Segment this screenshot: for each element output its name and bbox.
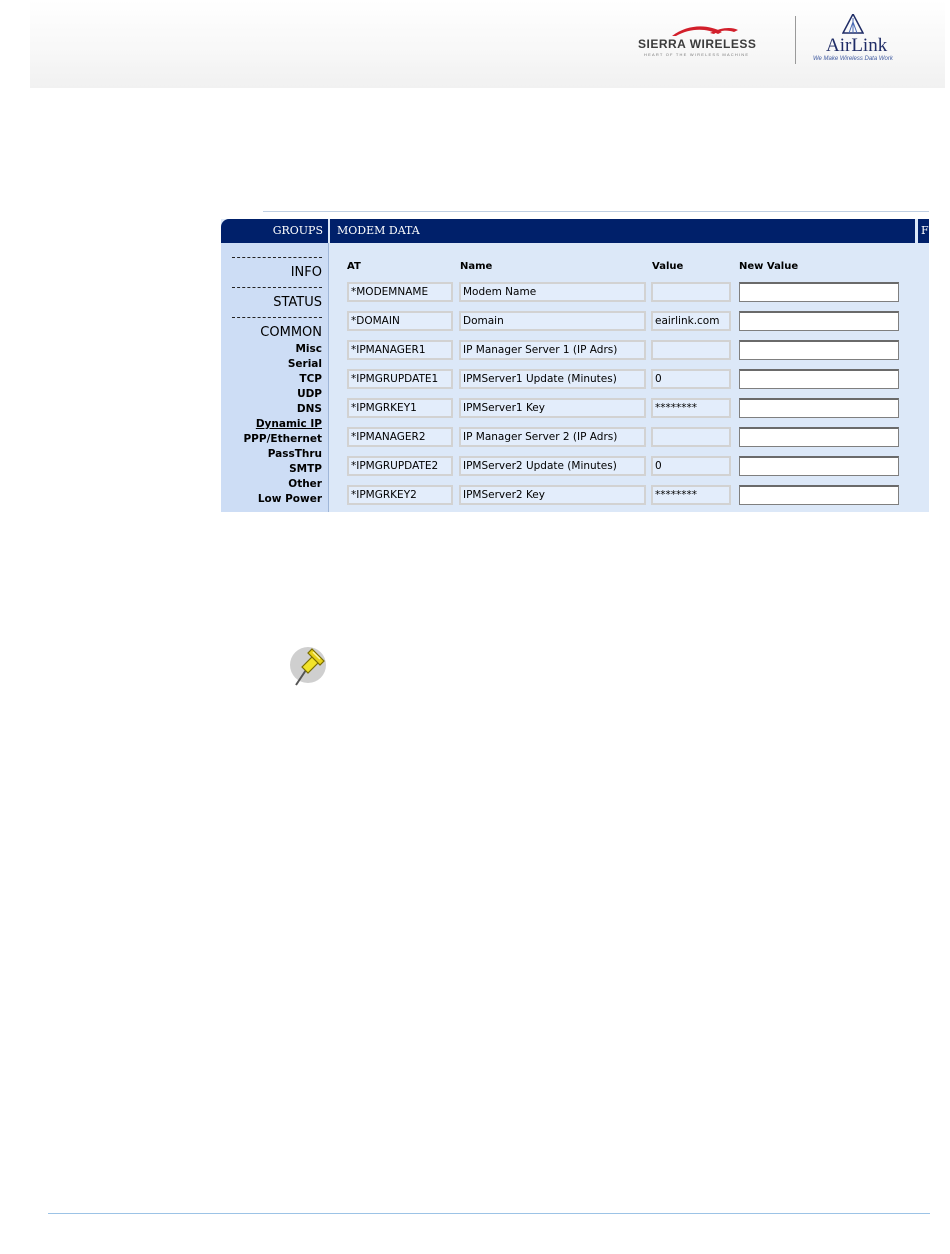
modem-config-screenshot bbox=[221, 219, 929, 512]
value-cell: 0 bbox=[651, 369, 731, 389]
modem-data-title: MODEM DATA bbox=[337, 224, 420, 237]
at-cell: *DOMAIN bbox=[347, 311, 453, 331]
name-cell: IPMServer2 Key bbox=[459, 485, 646, 505]
sidebar-item-udp[interactable]: UDP bbox=[297, 388, 322, 400]
section-rule bbox=[263, 211, 929, 212]
footer-rule bbox=[48, 1213, 930, 1214]
new-value-input[interactable] bbox=[739, 340, 899, 360]
name-cell: IP Manager Server 2 (IP Adrs) bbox=[459, 427, 646, 447]
at-cell: *IPMGRKEY2 bbox=[347, 485, 453, 505]
at-cell: *IPMGRUPDATE2 bbox=[347, 456, 453, 476]
sidebar-item-ppp-ethernet[interactable]: PPP/Ethernet bbox=[243, 433, 322, 445]
new-value-input[interactable] bbox=[739, 427, 899, 447]
value-cell: ******** bbox=[651, 485, 731, 505]
sidebar-item-low-power[interactable]: Low Power bbox=[257, 493, 322, 505]
modem-data-table bbox=[330, 243, 929, 512]
column-header-new-value: New Value bbox=[739, 261, 799, 272]
new-value-input[interactable] bbox=[739, 456, 899, 476]
column-header-value: Value bbox=[652, 261, 684, 272]
name-cell: IPMServer2 Update (Minutes) bbox=[459, 456, 646, 476]
sidebar-group-info[interactable]: INFO bbox=[290, 265, 322, 280]
airlink-triangle-icon bbox=[842, 14, 864, 34]
sidebar-item-tcp[interactable]: TCP bbox=[299, 373, 322, 385]
sierra-swoosh-icon bbox=[670, 24, 740, 38]
right-panel-header bbox=[918, 219, 929, 243]
sidebar-item-other[interactable]: Other bbox=[288, 478, 322, 490]
groups-title: GROUPS bbox=[272, 224, 323, 237]
column-header-at: AT bbox=[347, 261, 361, 272]
new-value-input[interactable] bbox=[739, 311, 899, 331]
sidebar-separator bbox=[232, 317, 322, 319]
sidebar-group-common[interactable]: COMMON bbox=[260, 325, 322, 340]
sierra-wireless-tagline: HEART OF THE WIRELESS MACHINE bbox=[644, 52, 750, 57]
column-header-name: Name bbox=[460, 261, 493, 272]
name-cell: Modem Name bbox=[459, 282, 646, 302]
logo-divider bbox=[795, 16, 796, 64]
at-cell: *MODEMNAME bbox=[347, 282, 453, 302]
sidebar-item-dynamic-ip[interactable]: Dynamic IP bbox=[255, 418, 322, 430]
sierra-wireless-name: SIERRA WIRELESS bbox=[638, 37, 757, 51]
value-cell: ******** bbox=[651, 398, 731, 418]
new-value-input[interactable] bbox=[739, 369, 899, 389]
value-cell bbox=[651, 340, 731, 360]
at-cell: *IPMGRUPDATE1 bbox=[347, 369, 453, 389]
new-value-input[interactable] bbox=[739, 485, 899, 505]
groups-header bbox=[221, 219, 328, 243]
value-cell: eairlink.com bbox=[651, 311, 731, 331]
name-cell: IPMServer1 Update (Minutes) bbox=[459, 369, 646, 389]
sidebar-separator bbox=[232, 287, 322, 289]
new-value-input[interactable] bbox=[739, 398, 899, 418]
value-cell bbox=[651, 427, 731, 447]
modem-data-header bbox=[330, 219, 915, 243]
new-value-input[interactable] bbox=[739, 282, 899, 302]
airlink-logo bbox=[808, 14, 908, 66]
sidebar-separator bbox=[232, 257, 322, 259]
at-cell: *IPMANAGER2 bbox=[347, 427, 453, 447]
sidebar-item-serial[interactable]: Serial bbox=[287, 358, 322, 370]
name-cell: Domain bbox=[459, 311, 646, 331]
name-cell: IPMServer1 Key bbox=[459, 398, 646, 418]
sidebar-item-smtp[interactable]: SMTP bbox=[289, 463, 322, 475]
sidebar-item-misc[interactable]: Misc bbox=[295, 343, 322, 355]
at-cell: *IPMGRKEY1 bbox=[347, 398, 453, 418]
right-panel-title: F bbox=[921, 224, 929, 237]
name-cell: IP Manager Server 1 (IP Adrs) bbox=[459, 340, 646, 360]
airlink-tagline: We Make Wireless Data Work bbox=[813, 56, 893, 62]
pushpin-icon bbox=[286, 643, 330, 693]
value-cell: 0 bbox=[651, 456, 731, 476]
at-cell: *IPMANAGER1 bbox=[347, 340, 453, 360]
airlink-name: AirLink bbox=[826, 35, 888, 56]
value-cell bbox=[651, 282, 731, 302]
groups-sidebar bbox=[221, 243, 329, 512]
sidebar-group-status[interactable]: STATUS bbox=[273, 295, 322, 310]
sidebar-item-passthru[interactable]: PassThru bbox=[267, 448, 322, 460]
sidebar-item-dns[interactable]: DNS bbox=[296, 403, 322, 415]
